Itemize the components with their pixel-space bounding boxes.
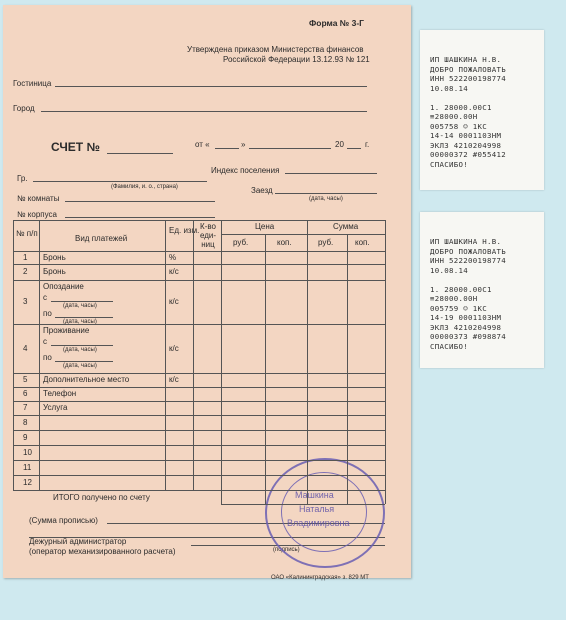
- receipt-line: 00000372 #055412: [430, 150, 506, 159]
- row-divider: [13, 324, 385, 325]
- header-sum: Сумма: [333, 222, 359, 231]
- printer-info: ОАО «Калининградская» з. 829 МТ: [271, 575, 369, 581]
- date-day-field[interactable]: [215, 148, 239, 149]
- hotel-label: Гостиница: [13, 79, 52, 88]
- header-sum-rub: руб.: [318, 238, 334, 247]
- receipt-line: ИНН 522200198774: [430, 74, 506, 83]
- row-divider: [13, 460, 385, 461]
- receipt-line: СПАСИБО!: [430, 341, 468, 351]
- date-month-field[interactable]: [249, 148, 331, 149]
- row-num: 9: [23, 432, 28, 442]
- table-column-line: [13, 220, 14, 490]
- row-num: 6: [23, 389, 28, 398]
- row-num: 2: [23, 267, 28, 276]
- row-hint-2: (дата, часы): [63, 363, 97, 369]
- row-to-field: [55, 361, 113, 362]
- receipt-line: 005759 ☺ 1КС: [430, 303, 487, 313]
- header-price: Цена: [255, 222, 275, 231]
- room-label: № комнаты: [17, 194, 60, 203]
- table-column-line: [165, 220, 166, 490]
- table-column-line: [193, 220, 194, 490]
- receipt-line: ЭКЛЗ 4210204998: [430, 140, 502, 150]
- row-to-field: [55, 317, 113, 318]
- checkin-hint: (дата, часы): [309, 196, 343, 202]
- row-divider: [13, 401, 385, 402]
- signature-hint: (подпись): [273, 547, 300, 553]
- invoice-form: [3, 5, 411, 581]
- row-divider: [13, 445, 385, 446]
- row-label: Бронь: [43, 267, 66, 276]
- row-divider: [13, 373, 385, 374]
- table-column-line: [221, 220, 222, 504]
- row-sub-to: по: [43, 353, 52, 362]
- table-top-border: [13, 220, 385, 221]
- invoice-number-field[interactable]: [107, 153, 173, 154]
- date-year-suffix: г.: [365, 140, 370, 149]
- approval-line-2: Российской Федерации 13.12.93 № 121: [223, 55, 370, 64]
- receipt-line: 10.08.14: [430, 83, 468, 93]
- total-bottom: [221, 504, 385, 505]
- table-column-line: [39, 220, 40, 490]
- date-quote: »: [241, 140, 246, 149]
- row-label: Услуга: [43, 403, 68, 412]
- receipt-line: ЭКЛЗ 4210204998: [430, 322, 502, 332]
- table-header-bottom: [13, 251, 385, 252]
- admin-line-2: (оператор механизированного расчета): [29, 547, 176, 556]
- invoice-title: СЧЕТ №: [51, 140, 100, 154]
- receipt-line: 1. 28000.00С1: [430, 284, 492, 294]
- row-from-field: [51, 301, 113, 302]
- city-field[interactable]: [41, 111, 367, 112]
- row-unit: к/с: [169, 297, 179, 306]
- receipt-line: 14-14 0001103НМ: [430, 131, 502, 140]
- row-divider: [13, 430, 385, 431]
- row-num: 7: [23, 403, 28, 412]
- form-number: Форма № 3-Г: [309, 18, 365, 28]
- row-divider: [13, 475, 385, 476]
- postcode-label: Индекс поселения: [211, 166, 280, 175]
- row-num: 1: [23, 252, 28, 262]
- table-subheader-line: [221, 234, 385, 235]
- row-hint: (дата, часы): [63, 303, 97, 309]
- receipt-1: [420, 30, 544, 190]
- receipt-line: 005758 ☺ 1КС: [430, 121, 487, 131]
- approval-line-1: Утверждена приказом Министерства финансов: [187, 45, 364, 54]
- header-unit: Ед. изм.: [169, 226, 200, 235]
- row-label: Опоздание: [43, 282, 84, 291]
- header-price-kop: коп.: [277, 238, 292, 247]
- citizen-label: Гр.: [17, 174, 28, 183]
- row-divider: [13, 280, 385, 281]
- citizen-field[interactable]: [33, 181, 207, 182]
- row-divider: [13, 264, 385, 265]
- receipt-line: ИП ШАШКИНА Н.В.: [430, 237, 502, 246]
- receipt-line: СПАСИБО!: [430, 159, 468, 169]
- stamp-line-3: Владимировна: [287, 518, 350, 528]
- checkin-label: Заезд: [251, 186, 273, 195]
- receipt-line: ИНН 522200198774: [430, 256, 506, 265]
- row-divider: [13, 387, 385, 388]
- row-divider: [13, 490, 385, 491]
- row-num: 5: [23, 375, 28, 384]
- fio-hint: (Фамилия, и. о., страна): [111, 184, 178, 190]
- checkin-field[interactable]: [275, 193, 377, 194]
- building-label: № корпуса: [17, 210, 57, 219]
- sum-words-label: (Сумма прописью): [29, 516, 98, 525]
- hotel-field[interactable]: [55, 86, 367, 87]
- row-num: 3: [23, 297, 28, 306]
- row-from-field: [51, 345, 113, 346]
- receipt-line: ДОБРО ПОЖАЛОВАТЬ: [430, 64, 506, 74]
- row-divider: [13, 415, 385, 416]
- row-hint: (дата, часы): [63, 347, 97, 353]
- receipt-line: ИП ШАШКИНА Н.В.: [430, 55, 502, 64]
- table-column-line: [385, 220, 386, 504]
- room-field[interactable]: [65, 201, 215, 202]
- date-year: 20: [335, 140, 344, 149]
- total-label: ИТОГО получено по счету: [53, 493, 150, 502]
- row-label: Дополнительное место: [43, 375, 130, 384]
- receipt-line: ≡28000.00Н: [430, 112, 478, 121]
- row-label: Бронь: [43, 252, 66, 262]
- table-column-line: [265, 234, 266, 504]
- row-unit: %: [169, 252, 177, 262]
- header-sum-kop: коп.: [355, 238, 370, 247]
- row-unit: к/с: [169, 267, 179, 276]
- row-num: 10: [23, 447, 32, 457]
- stamp-line-2: Наталья: [299, 504, 335, 514]
- receipt-line: 1. 28000.00С1: [430, 102, 492, 112]
- receipt-line: 10.08.14: [430, 265, 468, 275]
- receipt-2: [420, 212, 544, 368]
- date-year-field[interactable]: [347, 148, 361, 149]
- date-from: от «: [195, 140, 210, 149]
- receipt-line: ≡28000.00Н: [430, 294, 478, 303]
- building-field[interactable]: [65, 217, 215, 218]
- row-num: 11: [23, 462, 32, 472]
- row-sub-from: с: [43, 293, 47, 302]
- row-label: Телефон: [43, 389, 77, 398]
- row-unit: к/с: [169, 343, 179, 353]
- row-hint-2: (дата, часы): [63, 319, 97, 325]
- row-sub-from: с: [43, 337, 47, 346]
- row-num: 8: [23, 417, 28, 427]
- table-column-line: [347, 234, 348, 504]
- row-num: 12: [23, 477, 32, 487]
- row-num: 4: [23, 343, 28, 353]
- receipt-line: 00000373 #098874: [430, 332, 506, 341]
- receipt-line: ДОБРО ПОЖАЛОВАТЬ: [430, 246, 506, 256]
- row-label: Проживание: [43, 326, 90, 335]
- row-unit: к/с: [169, 375, 179, 384]
- header-qty: К-во еди-ниц: [199, 222, 217, 250]
- row-sub-to: по: [43, 309, 52, 318]
- city-label: Город: [13, 104, 35, 113]
- header-type: Вид платежей: [75, 234, 128, 243]
- stamp-line-1: Машкина: [295, 490, 334, 500]
- header-price-rub: руб.: [233, 238, 249, 247]
- header-num: № п/п: [16, 229, 38, 238]
- table-column-line: [307, 220, 308, 504]
- admin-line-1: Дежурный администратор: [29, 537, 127, 546]
- postcode-field[interactable]: [285, 173, 377, 174]
- receipt-line: 14-19 0001103НМ: [430, 313, 502, 322]
